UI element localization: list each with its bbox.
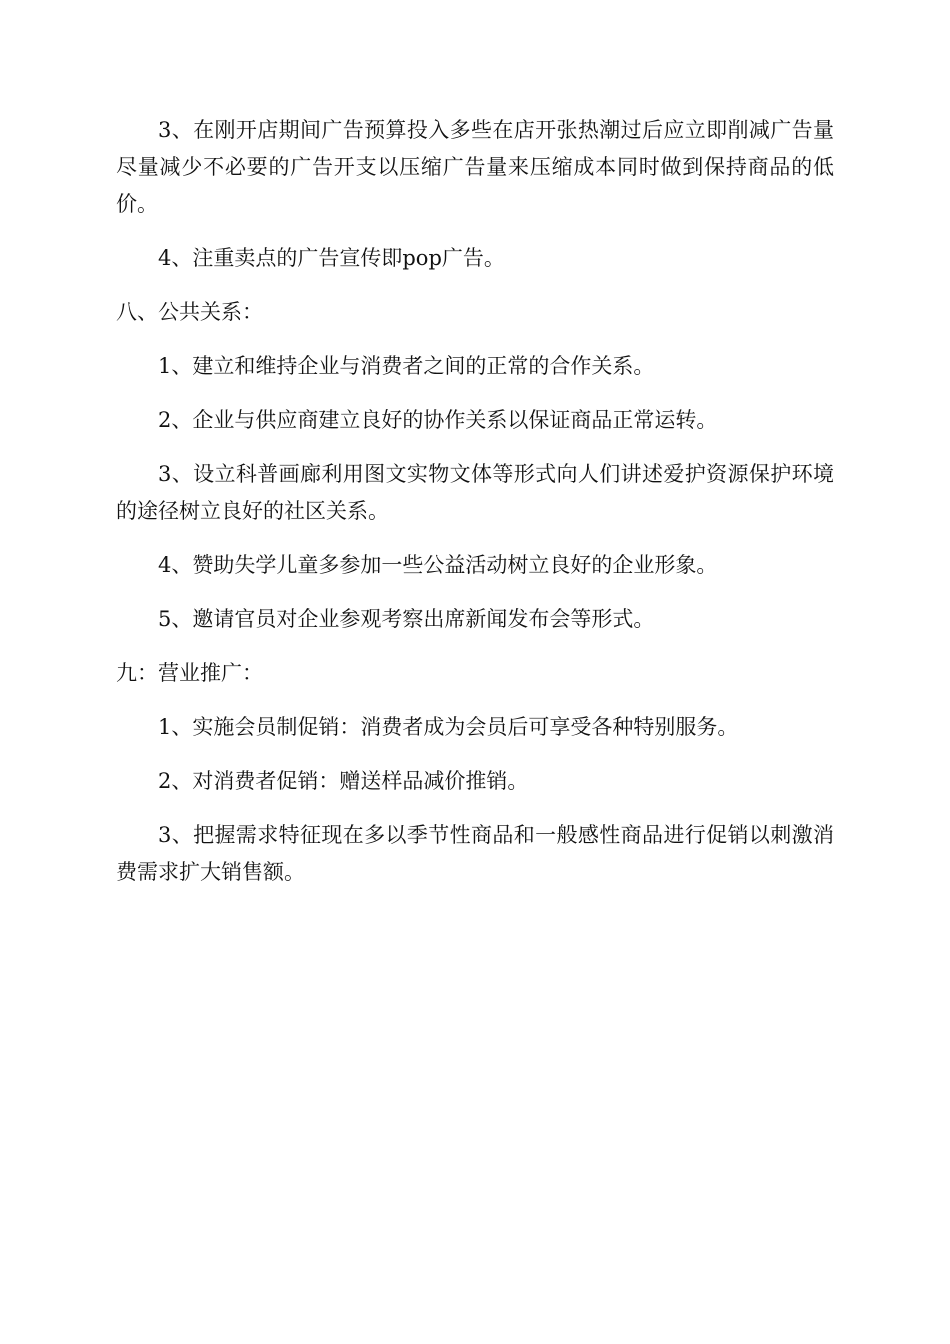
paragraph-seasonal-promotion: 3、把握需求特征现在多以季节性商品和一般感性商品进行促销以刺激消费需求扩大销售额。 xyxy=(116,823,834,884)
section-heading-sales-promotion: 九：营业推广： xyxy=(116,661,263,685)
paragraph-consumer-relations: 1、建立和维持企业与消费者之间的正常的合作关系。 xyxy=(158,354,655,378)
paragraph-ad-budget: 3、在刚开店期间广告预算投入多些在店开张热潮过后应立即削减广告量尽量减少不必要的广告开支以压缩广告量来压缩成本同时做到保持商品的低价。 xyxy=(116,118,834,216)
paragraph-official-visits: 5、邀请官员对企业参观考察出席新闻发布会等形式。 xyxy=(158,607,655,631)
document-body xyxy=(116,112,834,908)
paragraph-membership: 1、实施会员制促销：消费者成为会员后可享受各种特别服务。 xyxy=(158,715,739,739)
paragraph-charity: 4、赞助失学儿童多参加一些公益活动树立良好的企业形象。 xyxy=(158,553,718,577)
paragraph-consumer-promotion: 2、对消费者促销：赠送样品减价推销。 xyxy=(158,769,529,793)
paragraph-community-relations: 3、设立科普画廊利用图文实物文体等形式向人们讲述爱护资源保护环境的途径树立良好的社区关系。 xyxy=(116,462,834,523)
paragraph-pop-ads: 4、注重卖点的广告宣传即pop广告。 xyxy=(158,246,505,270)
section-heading-public-relations: 八、公共关系： xyxy=(116,300,263,324)
paragraph-supplier-relations: 2、企业与供应商建立良好的协作关系以保证商品正常运转。 xyxy=(158,408,718,432)
